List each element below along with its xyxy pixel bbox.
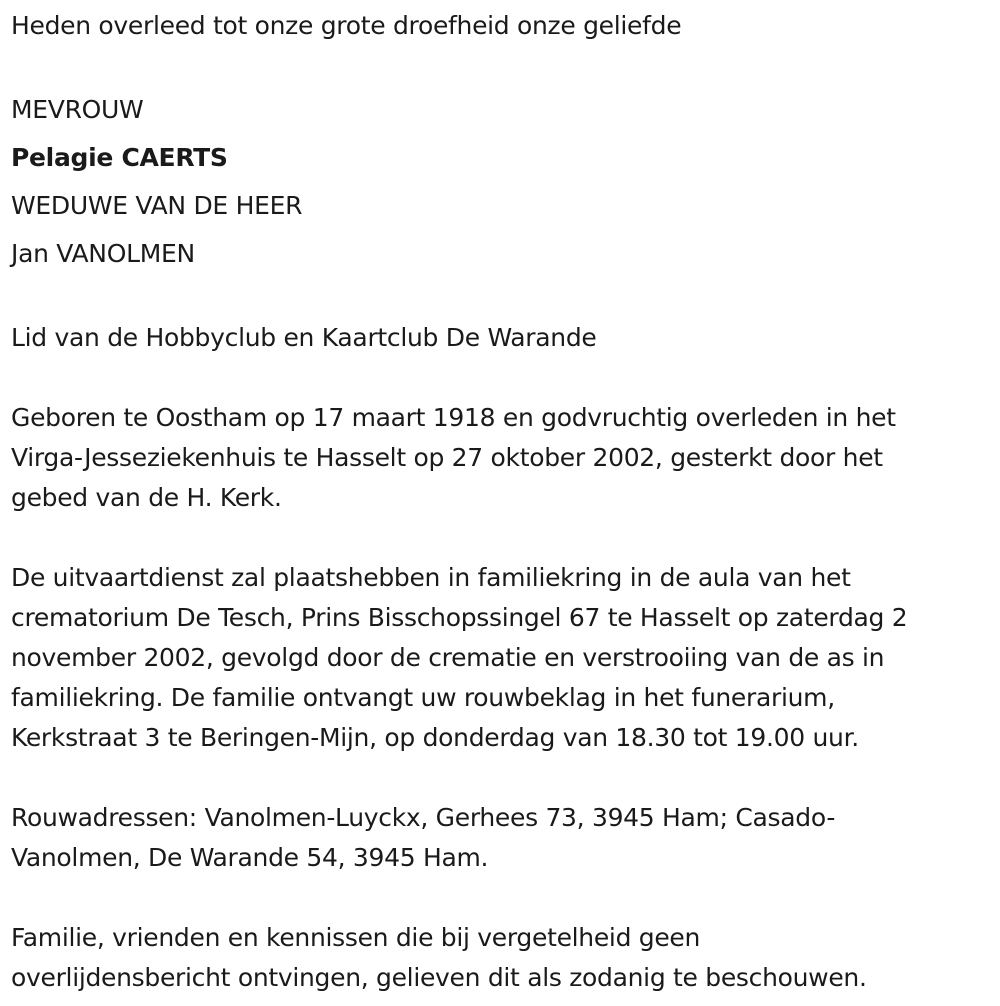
intro-line: Heden overleed tot onze grote droefheid onze geliefde bbox=[11, 11, 682, 40]
membership-line: Lid van de Hobbyclub en Kaartclub De Warande bbox=[11, 323, 597, 352]
spacer bbox=[11, 518, 996, 558]
paragraph-line: Rouwadressen: Vanolmen-Luyckx, Gerhees 73, 3945 Ham; Casado- bbox=[11, 803, 836, 832]
funeral-paragraph bbox=[11, 558, 996, 758]
paragraph-line: Geboren te Oostham op 17 maart 1918 en godvruchtig overleden in het bbox=[11, 403, 896, 432]
paragraph-line: crematorium De Tesch, Prins Bisschopssingel 67 te Hasselt op zaterdag 2 bbox=[11, 603, 908, 632]
paragraph-line: Kerkstraat 3 te Beringen-Mijn, op donderdag van 18.30 tot 19.00 uur. bbox=[11, 723, 859, 752]
spacer bbox=[11, 278, 996, 318]
paragraph-line: Vanolmen, De Warande 54, 3945 Ham. bbox=[11, 843, 489, 872]
closing-paragraph bbox=[11, 918, 996, 998]
paragraph-line: november 2002, gevolgd door de crematie en verstrooiing van de as in bbox=[11, 643, 885, 672]
spacer bbox=[11, 46, 996, 86]
title-line: MEVROUW bbox=[11, 95, 144, 124]
spouse-name: Jan VANOLMEN bbox=[11, 239, 195, 268]
widow-of-label: WEDUWE VAN DE HEER bbox=[11, 191, 303, 220]
spacer bbox=[11, 758, 996, 798]
spacer bbox=[11, 358, 996, 398]
paragraph-line: De uitvaartdienst zal plaatshebben in familiekring in de aula van het bbox=[11, 563, 851, 592]
birth-death-paragraph bbox=[11, 398, 996, 518]
paragraph-line: familiekring. De familie ontvangt uw rouwbeklag in het funerarium, bbox=[11, 683, 835, 712]
paragraph-line: overlijdensbericht ontvingen, gelieven dit als zodanig te beschouwen. bbox=[11, 963, 867, 992]
death-notice bbox=[11, 6, 996, 998]
paragraph-line: Virga-Jesseziekenhuis te Hasselt op 27 oktober 2002, gesterkt door het bbox=[11, 443, 883, 472]
deceased-name: Pelagie CAERTS bbox=[11, 143, 228, 172]
spacer bbox=[11, 878, 996, 918]
paragraph-line: Familie, vrienden en kennissen die bij vergetelheid geen bbox=[11, 923, 701, 952]
paragraph-line: gebed van de H. Kerk. bbox=[11, 483, 282, 512]
addresses-paragraph bbox=[11, 798, 996, 878]
